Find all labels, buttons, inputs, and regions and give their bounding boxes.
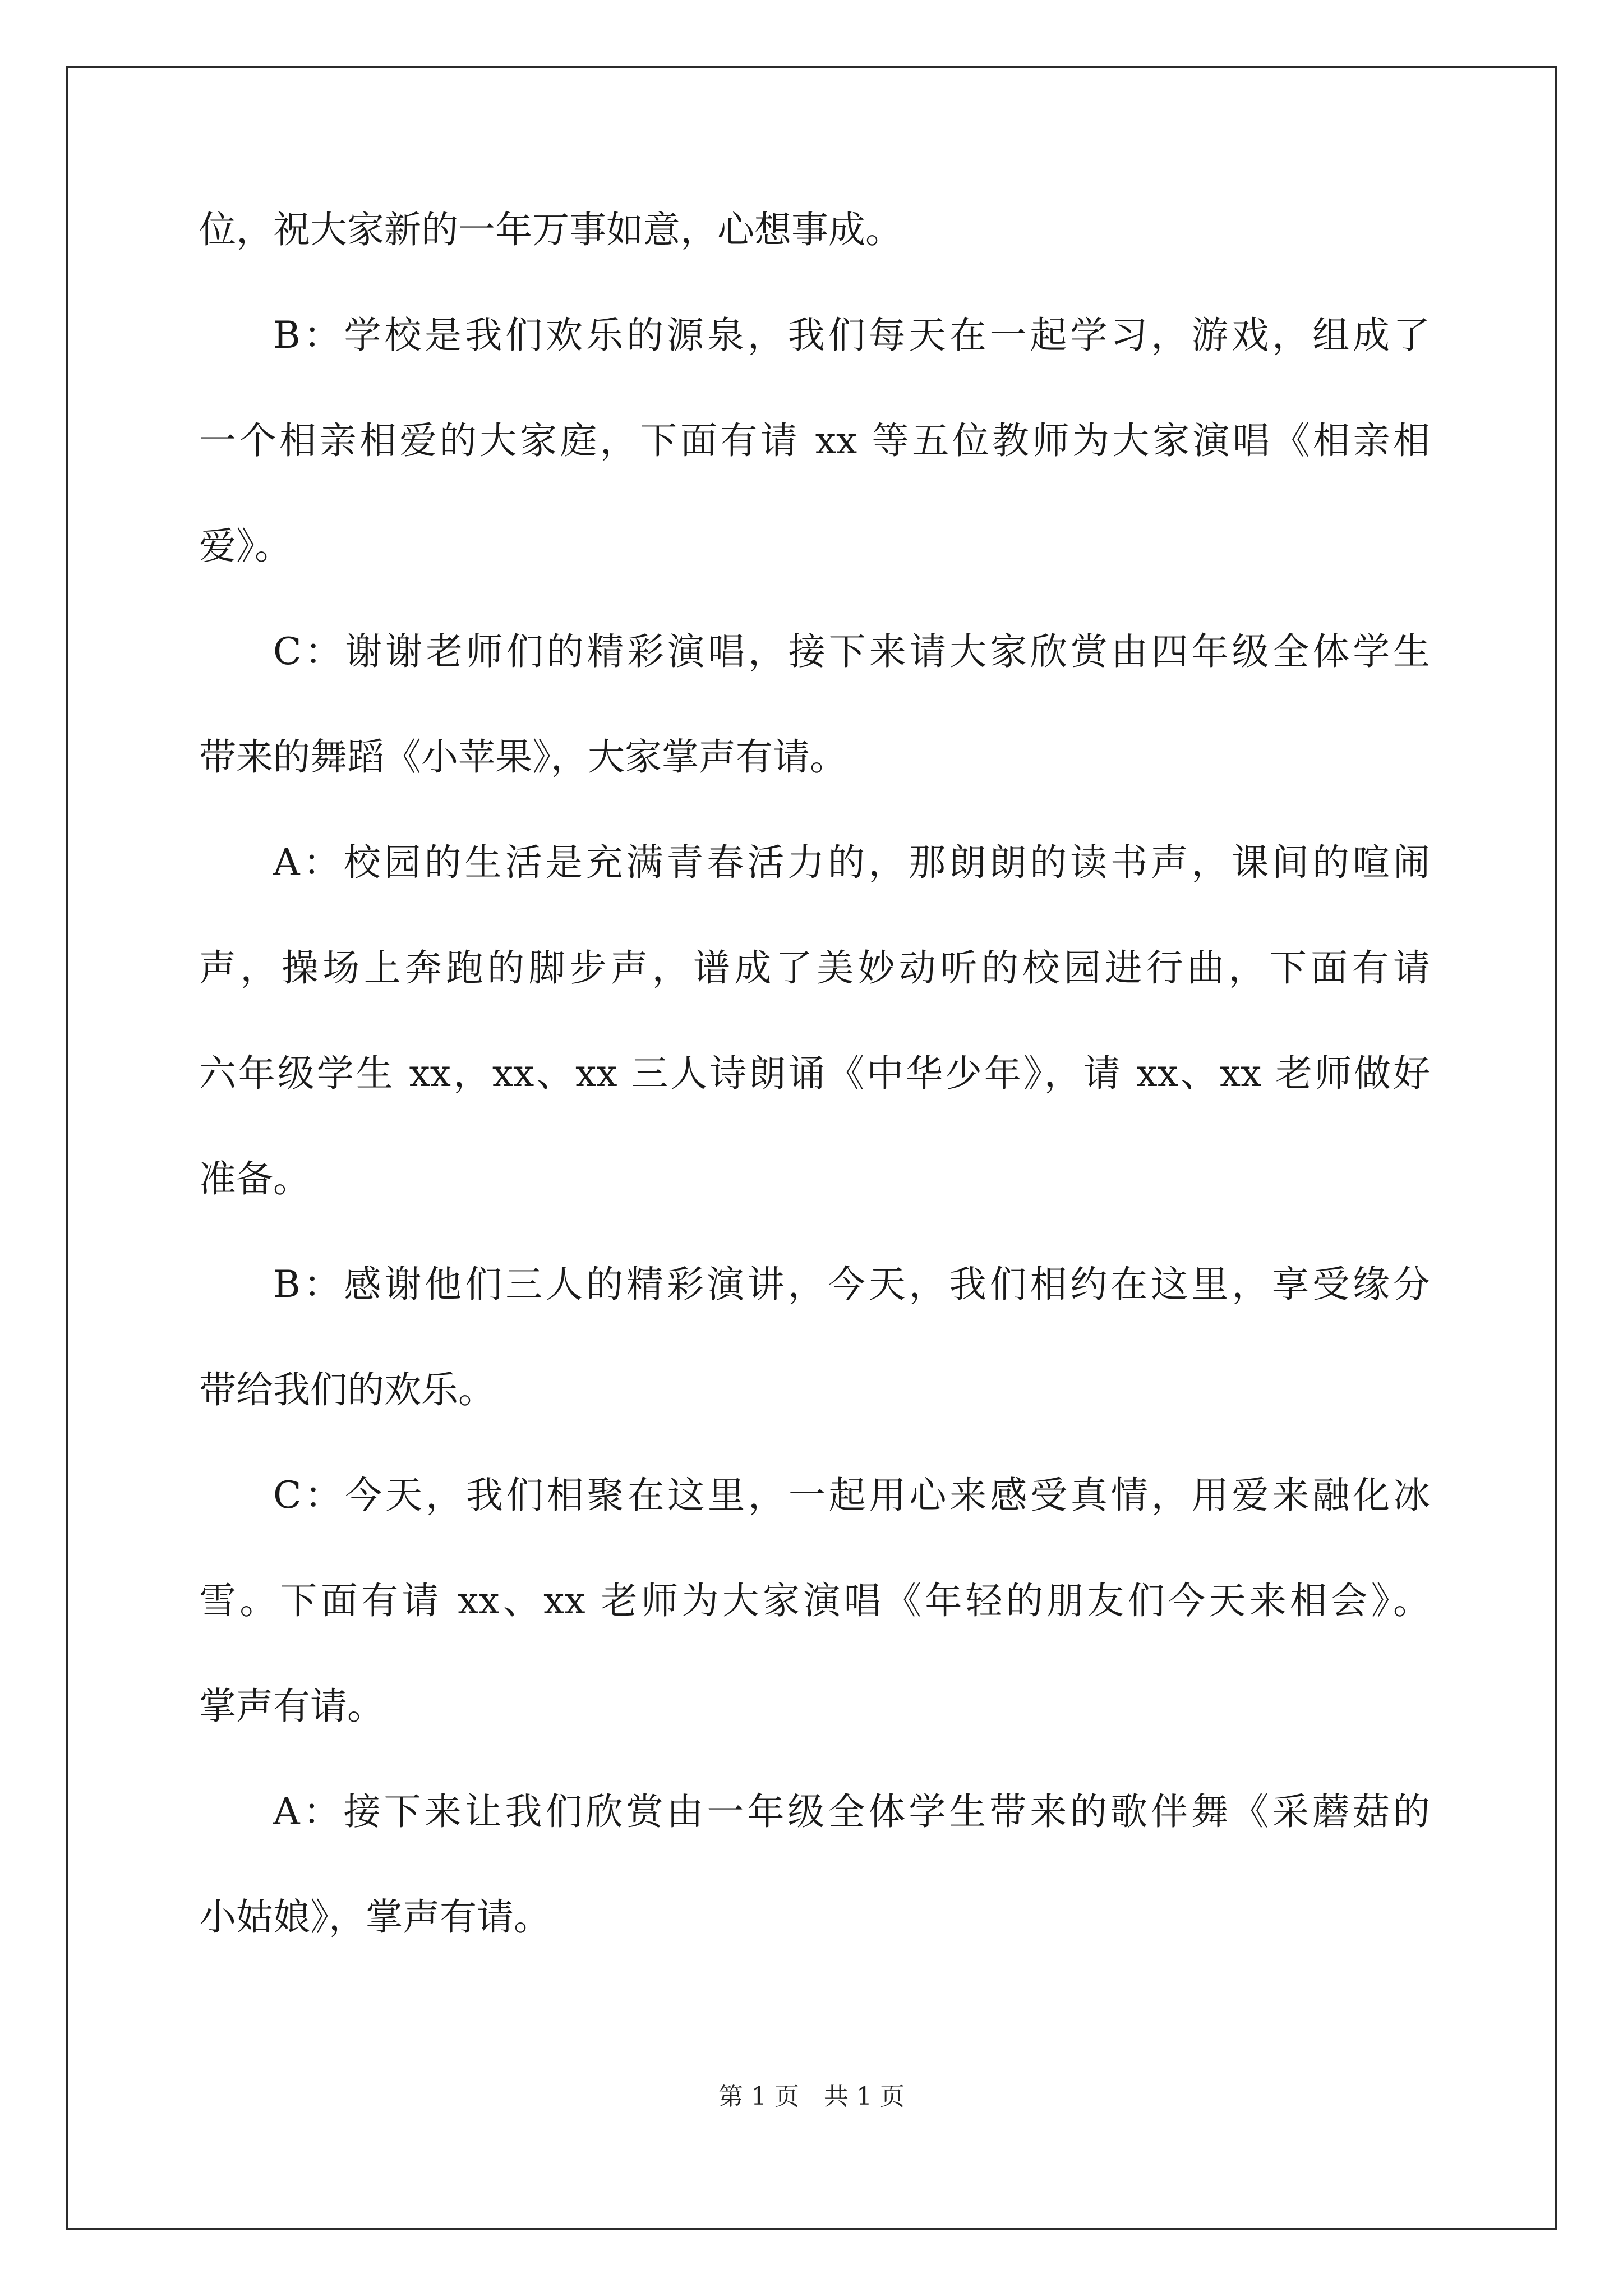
document-body bbox=[199, 208, 1430, 2000]
text-line: C：谢谢老师们的精彩演唱，接下来请大家欣赏由四年级全体学生 bbox=[273, 630, 1430, 673]
text-line: A：接下来让我们欣赏由一年级全体学生带来的歌伴舞《采蘑菇的 bbox=[273, 1790, 1430, 1833]
text-line: 声，操场上奔跑的脚步声，谱成了美妙动听的校园进行曲，下面有请 bbox=[199, 946, 1430, 990]
text-line: A：校园的生活是充满青春活力的，那朗朗的读书声，课间的喧闹 bbox=[273, 841, 1430, 884]
text-line: 准备。 bbox=[199, 1157, 310, 1200]
text-line: 带给我们的欢乐。 bbox=[199, 1368, 495, 1411]
text-line: C：今天，我们相聚在这里，一起用心来感受真情，用爱来融化冰 bbox=[273, 1474, 1430, 1517]
text-line: 六年级学生 xx，xx、xx 三人诗朗诵《中华少年》，请 xx、xx 老师做好 bbox=[199, 1052, 1430, 1095]
text-line: 掌声有请。 bbox=[199, 1685, 384, 1728]
text-line: B：感谢他们三人的精彩演讲，今天，我们相约在这里，享受缘分 bbox=[273, 1263, 1430, 1306]
text-line: 带来的舞蹈《小苹果》，大家掌声有请。 bbox=[199, 735, 847, 779]
page-number-footer: 第 1 页 共 1 页 bbox=[718, 2082, 905, 2111]
text-line: B：学校是我们欢乐的源泉，我们每天在一起学习，游戏，组成了 bbox=[273, 314, 1430, 357]
text-line: 小姑娘》，掌声有请。 bbox=[199, 1895, 551, 1939]
text-line: 一个相亲相爱的大家庭，下面有请 xx 等五位教师为大家演唱《相亲相 bbox=[199, 419, 1430, 462]
text-line: 位，祝大家新的一年万事如意，心想事成。 bbox=[199, 208, 902, 251]
text-line: 雪。下面有请 xx、xx 老师为大家演唱《年轻的朋友们今天来相会》。 bbox=[199, 1579, 1430, 1622]
text-line: 爱》。 bbox=[199, 524, 292, 568]
